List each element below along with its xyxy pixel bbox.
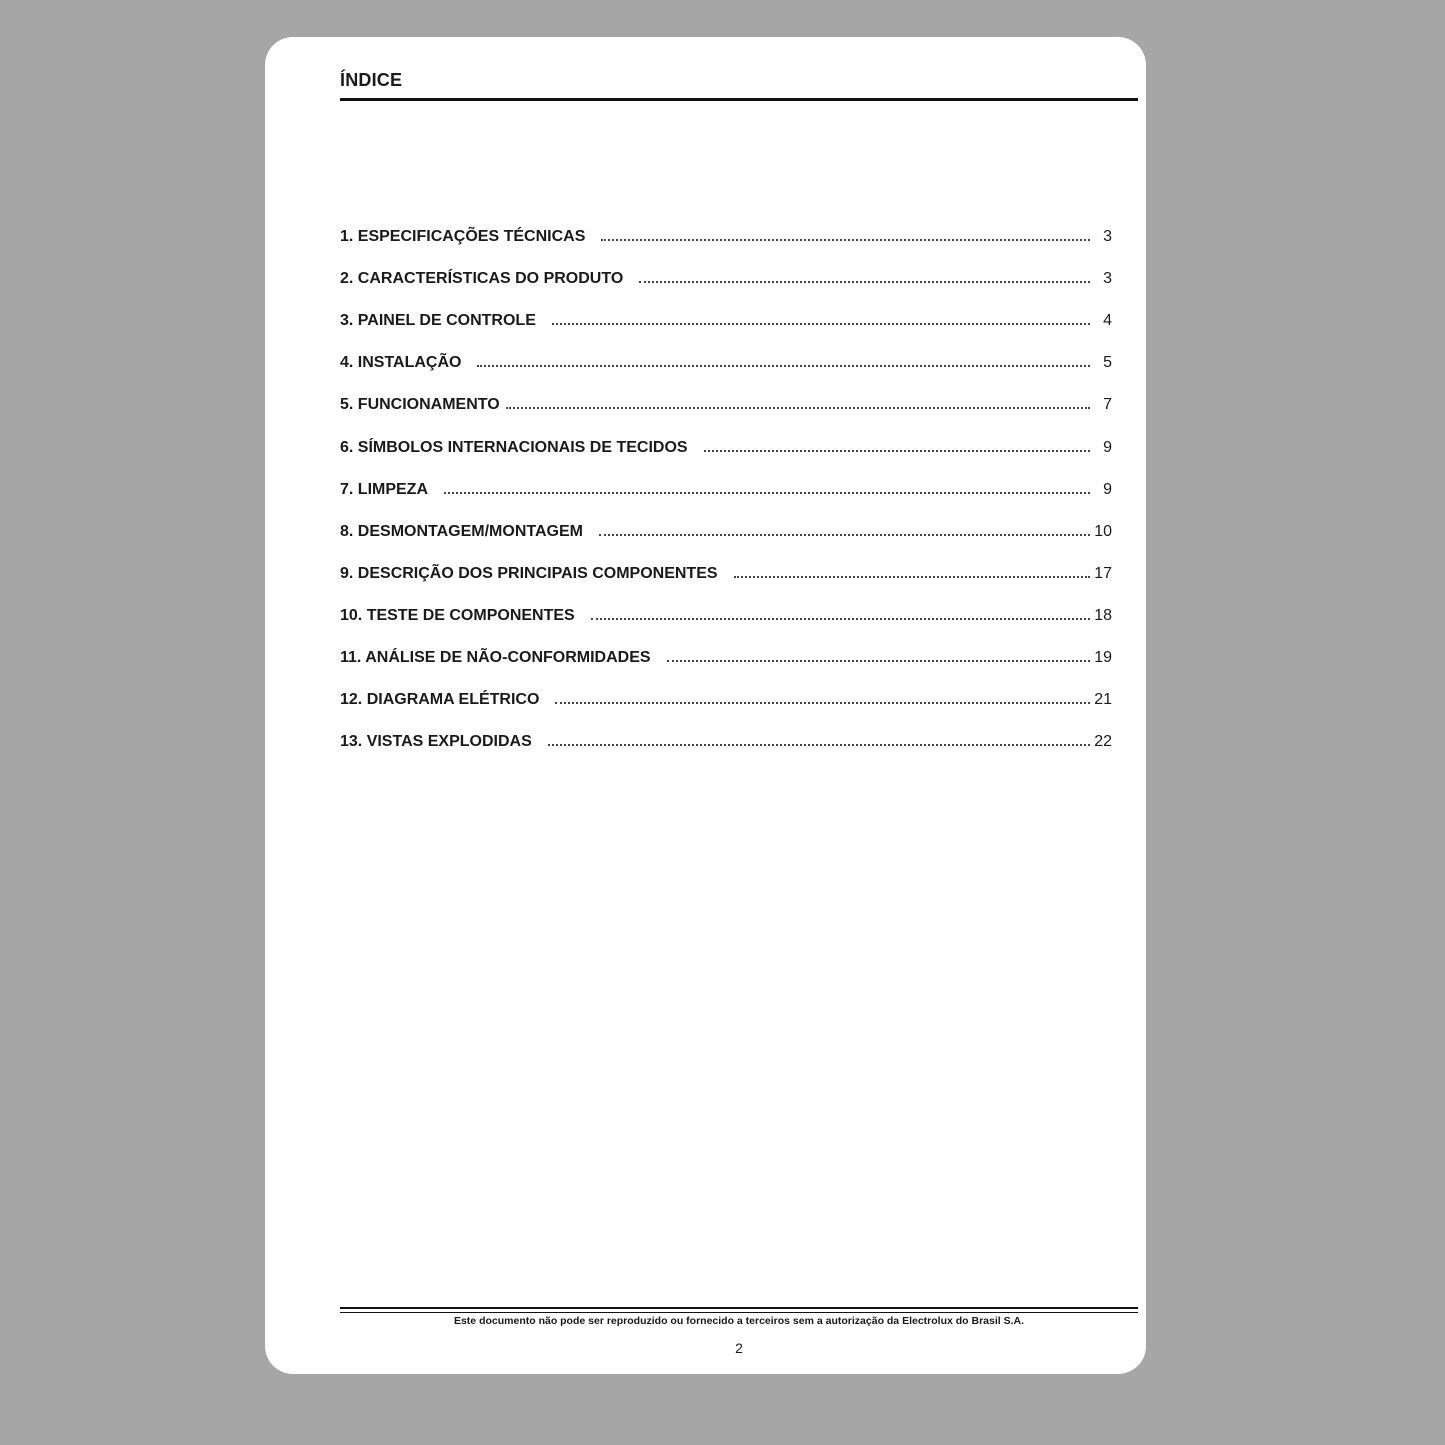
toc-entry-page: 9 — [1103, 438, 1112, 456]
toc-entry-title: 7. LIMPEZA — [340, 480, 429, 498]
toc-dot-leader — [444, 492, 1090, 494]
toc-entry — [340, 517, 1112, 541]
toc-entry-page: 7 — [1103, 396, 1112, 414]
toc-entry-title: 1. ESPECIFICAÇÕES TÉCNICAS — [340, 228, 586, 245]
toc-dot-leader — [734, 576, 1090, 578]
page-number: 2 — [735, 1340, 743, 1356]
index-heading: ÍNDICE — [340, 70, 403, 90]
toc-entry-page: 21 — [1094, 691, 1112, 709]
document-page — [265, 37, 1146, 1374]
toc-entry-page: 17 — [1094, 564, 1112, 582]
toc-dot-leader — [477, 365, 1090, 367]
toc-entry-title: 5. FUNCIONAMENTO — [340, 396, 500, 414]
toc-entry — [340, 475, 1112, 499]
toc-dot-leader — [548, 744, 1090, 746]
toc-entry-page: 4 — [1103, 312, 1112, 330]
toc-entry-page: 3 — [1103, 228, 1112, 245]
toc-entry-title: 9. DESCRIÇÃO DOS PRINCIPAIS COMPONENTES — [340, 564, 718, 582]
toc-entry-page: 3 — [1103, 270, 1112, 288]
toc-entry-title: 6. SÍMBOLOS INTERNACIONAIS DE TECIDOS — [340, 438, 688, 456]
footer-divider-top — [340, 1307, 1138, 1309]
toc-entry-title: 8. DESMONTAGEM/MONTAGEM — [340, 522, 583, 540]
toc-entry-page: 19 — [1094, 649, 1112, 666]
toc-entry-title: 12. DIAGRAMA ELÉTRICO — [340, 691, 540, 709]
toc-dot-leader — [506, 407, 1090, 409]
toc-dot-leader — [599, 534, 1090, 536]
toc-entry-page: 18 — [1094, 606, 1112, 624]
toc-entry — [340, 306, 1112, 330]
toc-entry — [340, 390, 1112, 414]
footer-divider-bottom — [340, 1312, 1138, 1313]
toc-entry — [340, 348, 1112, 372]
toc-entry-title: 3. PAINEL DE CONTROLE — [340, 312, 536, 330]
toc-dot-leader — [601, 239, 1090, 241]
toc-entry — [340, 433, 1112, 457]
toc-dot-leader — [639, 281, 1090, 283]
toc-entry-title: 10. TESTE DE COMPONENTES — [340, 606, 575, 624]
toc-dot-leader — [667, 660, 1090, 662]
footer-disclaimer: Este documento não pode ser reproduzido ou fornecido a terceiros sem a autorização da Electrolux do Brasil S.A. — [453, 1315, 1025, 1327]
toc-entry — [340, 559, 1112, 583]
heading-divider — [340, 98, 1138, 101]
toc-entry-title: 2. CARACTERÍSTICAS DO PRODUTO — [340, 270, 624, 288]
toc-dot-leader — [555, 702, 1090, 704]
toc-entry-page: 22 — [1094, 733, 1112, 751]
toc-entry-title: 11. ANÁLISE DE NÃO-CONFORMIDADES — [340, 649, 651, 666]
toc-dot-leader — [591, 618, 1090, 620]
toc-entry-title: 4. INSTALAÇÃO — [340, 354, 462, 372]
toc-dot-leader — [704, 450, 1090, 452]
toc-entry — [340, 685, 1112, 709]
toc-entry — [340, 264, 1112, 288]
toc-entry-title: 13. VISTAS EXPLODIDAS — [340, 733, 532, 751]
toc-entry — [340, 601, 1112, 625]
toc-entry-page: 9 — [1103, 480, 1112, 498]
toc-entry-page: 10 — [1094, 522, 1112, 540]
toc-entry-page: 5 — [1103, 354, 1112, 372]
toc-entry — [340, 222, 1112, 246]
toc-dot-leader — [552, 323, 1090, 325]
toc-entry — [340, 727, 1112, 751]
toc-entry — [340, 643, 1112, 667]
